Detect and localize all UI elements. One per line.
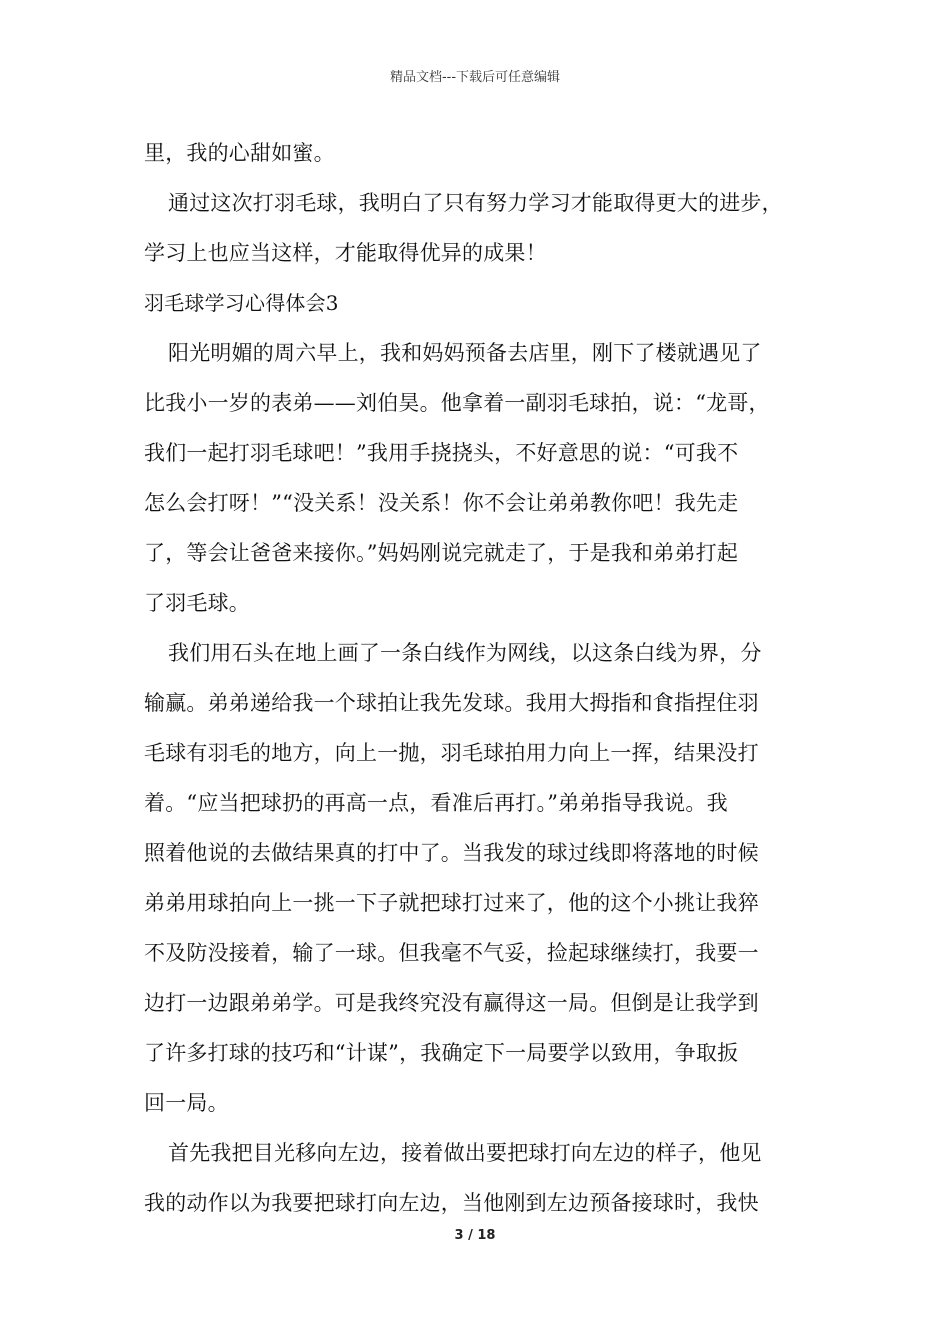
text-line-16: 弟弟用球拍向上一挑一下子就把球打过来了，他的这个小挑让我猝 (144, 891, 759, 915)
text-line-18: 边打一边跟弟弟学。可是我终究没有赢得这一局。但倒是让我学到 (144, 991, 759, 1015)
document-body (144, 128, 824, 1228)
text-line-15: 照着他说的去做结果真的打中了。当我发的球过线即将落地的时候 (144, 841, 759, 865)
text-line-13: 毛球有羽毛的地方，向上一抛，羽毛球拍用力向上一挥，结果没打 (144, 741, 759, 765)
text-line-3: 学习上也应当这样，才能取得优异的成果！ (144, 241, 547, 265)
text-line-14: 着。“应当把球扔的再高一点，看准后再打。”弟弟指导我说。我 (144, 791, 728, 815)
text-line-11: 我们用石头在地上画了一条白线作为网线，以这条白线为界，分 (168, 641, 762, 665)
page-number: 3 / 18 (454, 1228, 496, 1243)
text-line-8: 怎么会打呀！”“没关系！没关系！你不会让弟弟教你吧！我先走 (144, 491, 739, 515)
text-line-10: 了羽毛球。 (144, 591, 250, 615)
text-line-20: 回一局。 (144, 1091, 229, 1115)
text-line-6: 比我小一岁的表弟——刘伯昊。他拿着一副羽毛球拍，说：“龙哥， (144, 391, 770, 415)
text-line-19: 了许多打球的技巧和“计谋”，我确定下一局要学以致用，争取扳 (144, 1041, 739, 1065)
text-line-22: 我的动作以为我要把球打向左边，当他刚到左边预备接球时，我快 (144, 1191, 759, 1215)
text-line-7: 我们一起打羽毛球吧！”我用手挠挠头，不好意思的说：“可我不 (144, 441, 739, 465)
page-header: 精品文档---下载后可任意编辑 (389, 70, 561, 85)
text-line-1: 里，我的心甜如蜜。 (144, 141, 335, 165)
text-line-21: 首先我把目光移向左边，接着做出要把球打向左边的样子，他见 (168, 1141, 762, 1165)
section-heading: 羽毛球学习心得体会3 (144, 291, 339, 315)
text-line-2: 通过这次打羽毛球，我明白了只有努力学习才能取得更大的进步， (168, 191, 783, 215)
text-line-17: 不及防没接着，输了一球。但我毫不气妥，捡起球继续打，我要一 (144, 941, 759, 965)
text-line-12: 输赢。弟弟递给我一个球拍让我先发球。我用大拇指和食指捏住羽 (144, 691, 759, 715)
text-line-9: 了，等会让爸爸来接你。”妈妈刚说完就走了，于是我和弟弟打起 (144, 541, 739, 565)
text-line-5: 阳光明媚的周六早上，我和妈妈预备去店里，刚下了楼就遇见了 (168, 341, 762, 365)
